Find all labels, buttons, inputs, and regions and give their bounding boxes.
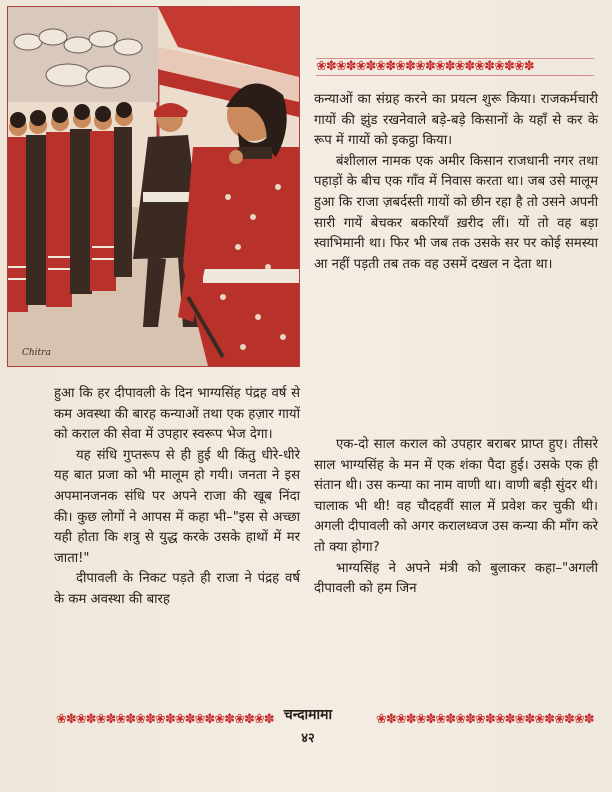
court-scene-image [8,7,299,366]
paragraph: यह संधि गुप्तरूप से ही हुई थी किंतु धीरे-धीरे यह बात प्रजा को भी मालूम हो गयी। जनता ने इस अपमानजनक संधि पर अपने राजा की खूब निंदा की। कुछ लोगों ने आपस में कहा भी–"इस से अच्छा यही होता कि शत्रु से युद्ध करके उसके हाथों में मर जाता!" [54,447,300,566]
right-column-text [314,90,598,275]
paragraph: भाग्यसिंह ने अपने मंत्री को बुलाकर कहा–"अगली दीपावली को हम जिन [314,560,598,597]
paragraph: बंशीलाल नामक एक अमीर किसान राजधानी नगर तथा पहाड़ों के बीच एक गाँव में निवास करता था। जब उसे मालूम हुआ कि राजा ज़बर्दस्ती गायों को छीन रहा है तो उसने अपनी सारी गायें बेचकर बकरियाँ ख़रीद लीं। यों तो वह बड़ा स्वाभिमानी था। फिर भी जब तक उसके सर पर कोई समस्या आ नहीं पड़ती तब तक वह उसमें दखल न देता था। [314,153,598,272]
left-column-text [54,384,300,611]
paragraph: एक-दो साल कराल को उपहार बराबर प्राप्त हुए। तीसरे साल भाग्यसिंह के मन में एक शंका पैदा हुई। उसके एक ही संतान थी। उस कन्या का नाम वाणी था। वाणी बड़ी सुंदर थी। चालाक भी थी! वह चौदहवीं साल में प्रवेश कर चुकी थी। अगली दीपावली को अगर करालध्वज उस कन्या की माँग करे तो क्या होगा? [314,437,599,555]
bottom-right-ornament-border: ❀✽❀✽❀✽❀✽❀✽❀✽❀✽❀✽❀✽❀✽❀✽ [376,712,594,727]
bottom-left-ornament-border: ❀✽❀✽❀✽❀✽❀✽❀✽❀✽❀✽❀✽❀✽❀✽ [56,712,274,727]
top-ornament-border: ❀✽❀✽❀✽❀✽❀✽❀✽❀✽❀✽❀✽❀✽❀✽ [316,58,594,76]
artist-signature: Chitra [22,348,51,358]
right-column-lower-text [314,435,598,600]
page-number: ४२ [301,731,315,746]
paragraph: दीपावली के निकट पड़ते ही राजा ने पंद्रह वर्ष के कम अवस्था की बारह [54,571,300,607]
story-illustration [7,6,300,367]
paragraph: कन्याओं का संग्रह करने का प्रयत्न शुरू किया। राजकर्मचारी गायों की झुंड रखनेवाले बड़े-बड़े किसानों के यहाँ से कर के रूप में गायों को इकट्ठा किया। [314,92,598,149]
magazine-name: चन्दामामा [283,707,333,723]
paragraph: हुआ कि हर दीपावली के दिन भाग्यसिंह पंद्रह वर्ष से कम अवस्था की बारह कन्याओं तथा एक हज़ार गायों को कराल की सेवा में उपहार स्वरूप भेज देगा। [54,386,300,443]
